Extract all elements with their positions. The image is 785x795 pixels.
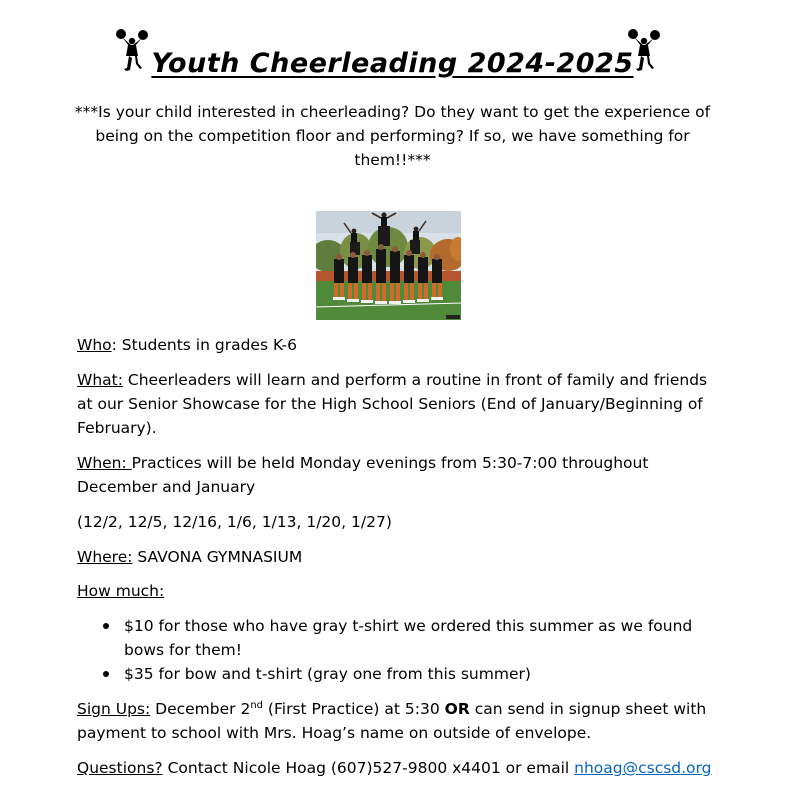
questions-text: Contact Nicole Hoag (607)527-9800 x4401 or email (162, 759, 575, 777)
what-line (77, 368, 717, 440)
sign-ups-date: December 2 (150, 700, 251, 718)
sign-ups-line (77, 697, 717, 745)
sign-ups-label: Sign Ups: (77, 700, 151, 718)
practice-dates: (12/2, 12/5, 12/16, 1/6, 1/13, 1/20, 1/27) (77, 513, 392, 531)
sign-ups-or: OR (444, 700, 470, 718)
when-line (77, 451, 717, 499)
what-label: What: (77, 371, 123, 389)
how-much-line (77, 579, 717, 603)
where-line (77, 545, 717, 569)
what-text: Cheerleaders will learn and perform a routine in front of family and friends at our Senior Showcase for the High School Seniors (End of January/Beginning of February). (77, 371, 708, 437)
date-ordinal: nd (250, 699, 263, 711)
intro-paragraph: ***Is your child interested in cheerleading? Do they want to get the experience of being on the competition floor and performing? If so, we have something for them!!*** (74, 103, 711, 169)
contact-email-link[interactable]: nhoag@cscsd.org (574, 759, 712, 777)
sign-ups-alternative: can send in signup sheet with payment to school with Mrs. Hoag’s name on outside of envelope. (77, 700, 707, 742)
flyer-title: Youth Cheerleading 2024-2025 (151, 48, 634, 79)
questions-line (77, 756, 717, 780)
price-item-bow-and-shirt: $35 for bow and t-shirt (gray one from this summer) (100, 662, 700, 686)
who-text: : Students in grades K-6 (111, 336, 297, 354)
where-text: SAVONA GYMNASIUM (132, 548, 303, 566)
who-line (77, 333, 717, 357)
when-text: Practices will be held Monday evenings from 5:30-7:00 throughout December and January (77, 454, 649, 496)
cheer-pyramid-photo (316, 211, 461, 320)
where-label: Where: (77, 548, 133, 566)
how-much-label: How much: (77, 582, 165, 600)
questions-label: Questions? (77, 759, 163, 777)
price-item-shirt-owners: $10 for those who have gray t-shirt we ordered this summer as we found bows for them! (100, 614, 700, 662)
when-label: When: (77, 454, 132, 472)
price-list (100, 614, 700, 686)
sign-ups-time: (First Practice) at 5:30 (263, 700, 445, 718)
who-label: Who (77, 336, 112, 354)
